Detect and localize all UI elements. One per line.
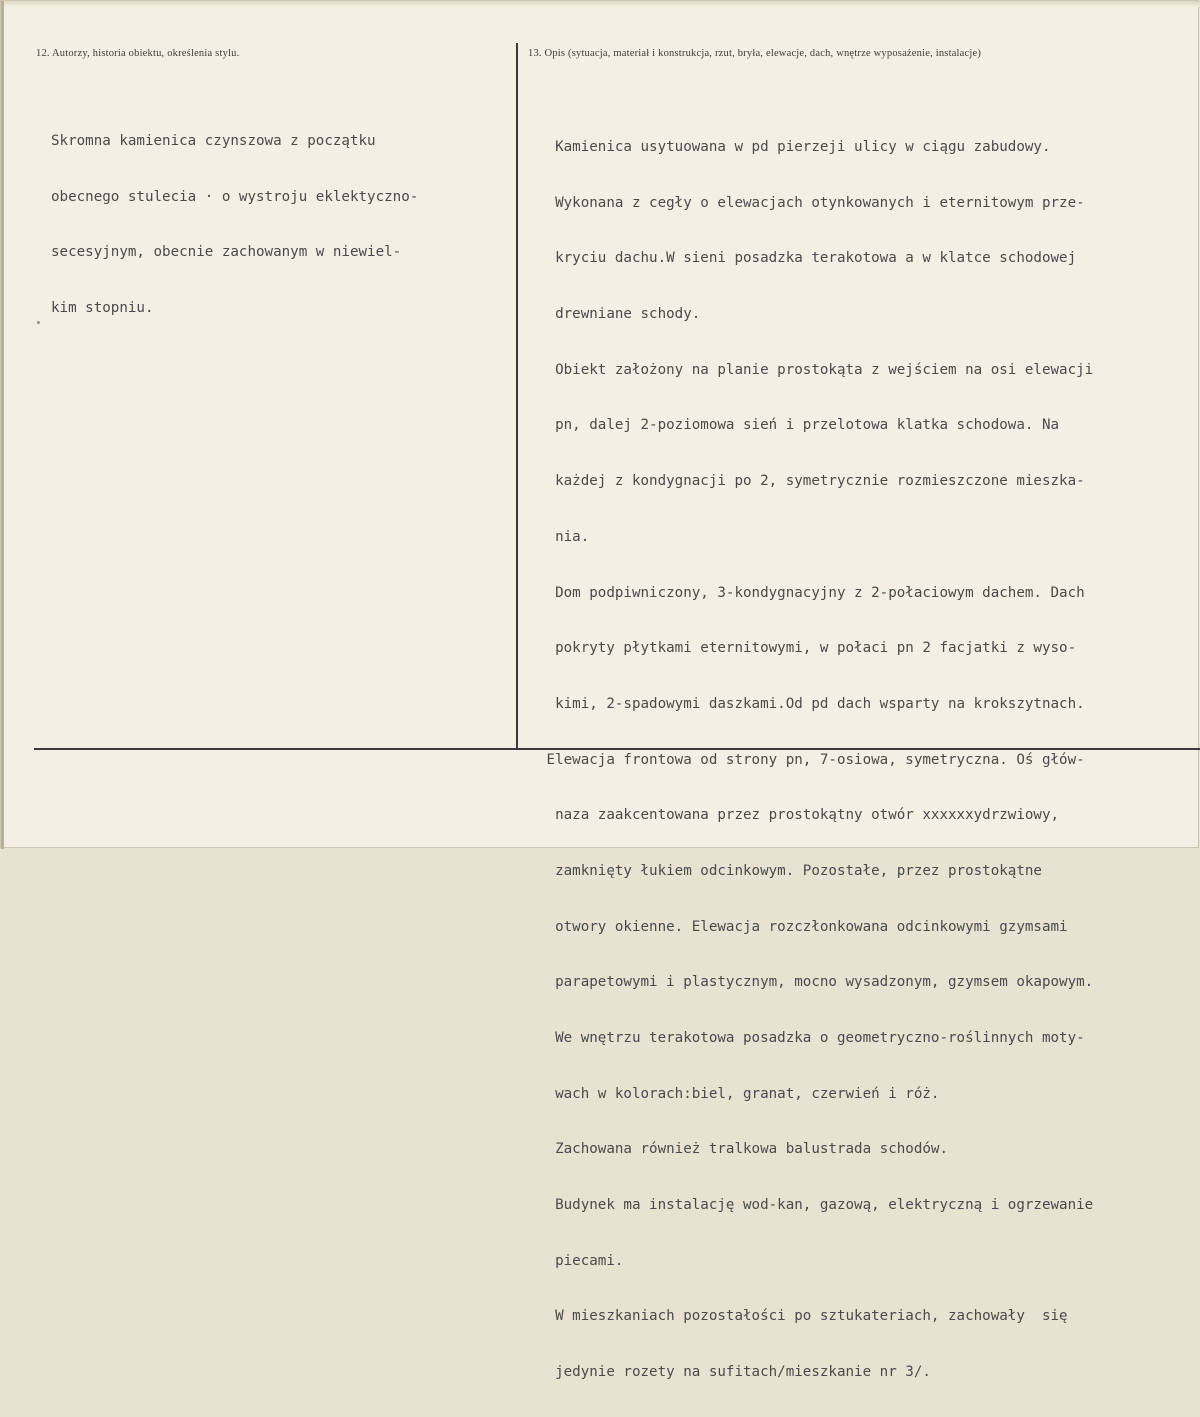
text-line: We wnętrzu terakotowa posadzka o geometryczno-roślinnych moty-	[538, 1030, 1085, 1046]
text-line: otwory okienne. Elewacja rozczłonkowana odcinkowymi gzymsami	[538, 918, 1068, 935]
top-edge-shadow	[1, 1, 1200, 7]
text-line: Budynek ma instalację wod-kan, gazową, elektryczną i ogrzewanie	[538, 1197, 1094, 1214]
text-line: Obiekt założony na planie prostokąta z wejściem na osi elewacji	[538, 361, 1094, 378]
text-line: Dom podpiwniczony, 3-kondygnacyjny z 2-połaciowym dachem. Dach	[538, 584, 1085, 601]
text-line: Skromna kamienica czynszowa z początku	[51, 133, 376, 149]
text-line: Zachowana również tralkowa balustrada schodów.	[538, 1141, 948, 1158]
text-line: kryciu dachu.W sieni posadzka terakotowa a w klatce schodowej	[538, 250, 1077, 267]
text-line: kim stopniu.	[51, 300, 154, 317]
text-line: wach w kolorach:biel, granat, czerwień i róż.	[538, 1085, 940, 1102]
text-line: secesyjnym, obecnie zachowanym w niewiel-	[51, 244, 402, 261]
column-divider	[516, 43, 518, 748]
text-line: parapetowymi i plastycznym, mocno wysadzonym, gzymsem okapowym.	[538, 974, 1094, 991]
text-line: jedynie rozety na sufitach/mieszkanie nr 3/.	[538, 1364, 931, 1381]
text-line: kimi, 2-spadowymi daszkami.Od pd dach wsparty na krokszytnach.	[538, 695, 1085, 712]
text-line: obecnego stulecia · o wystroju eklektyczno-	[51, 188, 419, 205]
text-line: pokryty płytkami eternitowymi, w połaci pn 2 facjatki z wyso-	[538, 640, 1077, 657]
text-line: każdej z kondygnacji po 2, symetrycznie rozmieszczone mieszka-	[538, 473, 1085, 490]
section-13-text	[538, 104, 1093, 1417]
section-13-header: 13. Opis (sytuacja, materiał i konstrukcja, rzut, bryła, elewacje, dach, wnętrze wyposażenie, instalacje)	[528, 48, 982, 59]
section-12-text	[51, 98, 418, 353]
text-line: naza zaakcentowana przez prostokątny otwór xxxxxxydrzwiowy,	[538, 807, 1060, 824]
text-line: piecami.	[538, 1252, 624, 1269]
text-line: nia.	[538, 528, 590, 545]
section-12-header: 12. Autorzy, historia obiektu, określenia stylu.	[36, 48, 240, 59]
text-line: Kamienica usytuowana w pd pierzeji ulicy w ciągu zabudowy.	[538, 139, 1051, 155]
text-line: drewniane schody.	[538, 306, 701, 323]
text-line: pn, dalej 2-poziomowa sień i przelotowa klatka schodowa. Na	[538, 417, 1060, 434]
text-line: W mieszkaniach pozostałości po sztukateriach, zachowały się	[538, 1308, 1068, 1325]
text-line: Wykonana z cegły o elewacjach otynkowanych i eternitowym prze-	[538, 194, 1085, 211]
left-edge	[1, 1, 4, 849]
text-line: zamknięty łukiem odcinkowym. Pozostałe, przez prostokątne	[538, 862, 1042, 879]
text-line: Elewacja frontowa od strony pn, 7-osiowa, symetryczna. Oś głów-	[538, 751, 1085, 768]
paper-speck	[37, 321, 40, 324]
